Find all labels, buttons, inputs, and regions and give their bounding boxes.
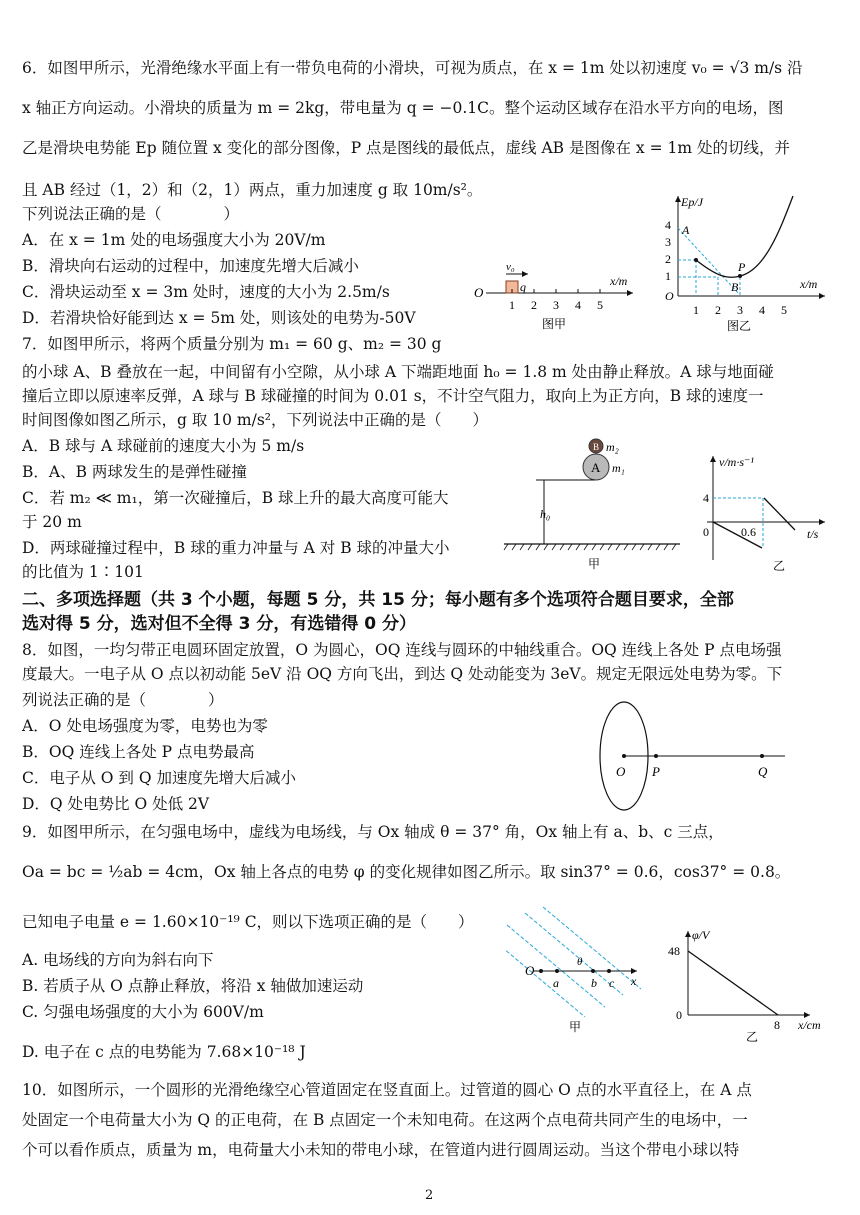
q6-figure-yi	[655, 190, 830, 340]
q7-jia-m1: m₁	[612, 461, 625, 475]
q9-jia-point-a-dot	[555, 969, 559, 973]
q6-yi-caption: 图乙	[727, 319, 752, 333]
q7-yi-t-tick: 0.6	[741, 525, 756, 539]
q7-figure-yi	[695, 450, 835, 575]
q7-stem-line-3: 撞后立即以原速率反弹，A 球与 B 球碰撞的时间为 0.01 s，不计空气阻力，取向上为正方向，B 球的速度一	[22, 387, 764, 405]
q7-yi-x-label: t/s	[807, 527, 819, 541]
q8-point-o-dot	[622, 754, 626, 758]
q6-yi-tangent-ab	[678, 228, 739, 294]
q9-jia-label-a: a	[553, 976, 559, 990]
q6-figure-jia	[470, 255, 645, 335]
q6-jia-v-label: v₀	[506, 261, 515, 273]
q9-jia-point-c-dot	[607, 969, 611, 973]
q9-option-b: B. 若质子从 O 点静止释放，将沿 x 轴做加速运动	[22, 977, 364, 995]
q9-yi-y-label: φ/V	[692, 928, 710, 942]
q6-yi-point-p-dot	[738, 274, 742, 278]
q7-yi-origin: 0	[703, 525, 709, 539]
q9-figure-jia	[505, 905, 655, 1040]
q9-option-c: C. 匀强电场强度的大小为 600V/m	[22, 1003, 264, 1021]
q6-jia-tick-2: 2	[531, 298, 537, 312]
q6-jia-axis-label: x/m	[610, 274, 628, 288]
q7-jia-ball-a-label: A	[591, 460, 601, 475]
q6-jia-origin: O	[474, 285, 484, 300]
q10-stem-line-2: 处固定一个电荷量大小为 Q 的正电荷，在 B 点固定一个未知电荷。在这两个点电荷共同产生的电场中，一	[22, 1111, 748, 1129]
q8-label-o: O	[616, 764, 626, 779]
q10-stem-line-1: 10．如图所示，一个圆形的光滑绝缘空心管道固定在竖直面上。过管道的圆心 O 点的水平直径上，在 A 点	[22, 1081, 752, 1099]
q7-option-a: A．B 球与 A 球碰前的速度大小为 5 m/s	[22, 437, 305, 455]
q9-jia-label-theta: θ	[577, 956, 583, 968]
q6-yi-xtick-5: 5	[781, 303, 787, 317]
q7-stem-line-1: 7．如图甲所示，将两个质量分别为 m₁ = 60 g、m₂ = 30 g	[22, 335, 442, 353]
q7-stem-line-2: 的小球 A、B 叠放在一起，中间留有小空隙，从小球 A 下端距地面 h₀ = 1.8 m 处由静止释放。A 球与地面碰	[22, 363, 774, 381]
q6-jia-tick-1: 1	[509, 298, 515, 312]
q6-stem-line-2: x 轴正方向运动。小滑块的质量为 m = 2kg，带电量为 q = −0.1C。整个运动区域存在沿水平方向的电场，图	[22, 99, 784, 117]
q6-yi-point-b: B	[731, 280, 739, 294]
q7-stem-line-4: 时间图像如图乙所示，g 取 10 m/s²，下列说法中正确的是（ ）	[22, 411, 489, 429]
q9-figure-yi	[660, 925, 835, 1045]
q6-yi-x-ticks	[693, 303, 787, 317]
q9-yi-x-tick: 8	[774, 1018, 780, 1032]
section2-heading-line-1: 二、多项选择题（共 3 个小题，每题 5 分，共 15 分；每小题有多个选项符合题目要求，全部	[22, 590, 734, 610]
q9-yi-y-tick: 48	[668, 944, 680, 958]
q9-jia-label-x: x	[631, 974, 637, 988]
q7-jia-m2: m₂	[606, 440, 619, 454]
q8-option-a: A．O 处电场强度为零，电势也为零	[22, 717, 268, 735]
q9-option-a: A. 电场线的方向为斜右向下	[22, 951, 214, 969]
q6-jia-caption: 图甲	[542, 317, 567, 331]
q9-jia-caption: 甲	[569, 1020, 582, 1034]
q6-yi-xtick-1: 1	[693, 303, 699, 317]
q7-jia-h0: h₀	[540, 507, 551, 521]
q9-jia-point-o-dot	[539, 969, 543, 973]
q6-yi-ytick-3: 3	[665, 235, 671, 249]
q6-yi-point-tangent	[694, 258, 698, 262]
q6-jia-tick-3: 3	[553, 298, 559, 312]
q7-jia-ball-b-label: B	[593, 442, 600, 452]
q8-point-q-dot	[760, 754, 764, 758]
q7-option-b: B．A、B 两球发生的是弹性碰撞	[22, 463, 247, 481]
q6-stem-line-4: 且 AB 经过（1，2）和（2，1）两点，重力加速度 g 取 10m/s²。	[22, 181, 483, 199]
q9-jia-label-o: O	[525, 963, 535, 978]
q6-yi-x-label: x/m	[800, 277, 818, 291]
q7-option-c: C．若 m₂ ≪ m₁，第一次碰撞后，B 球上升的最大高度可能大	[22, 489, 449, 507]
q6-yi-point-a: A	[682, 223, 690, 237]
q6-stem-line-1: 6．如图甲所示，光滑绝缘水平面上有一带负电荷的小滑块，可视为质点，在 x = 1m 处以初速度 v₀ = √3 m/s 沿	[22, 59, 803, 77]
q7-jia-ground-hatch	[504, 544, 676, 550]
q6-yi-xtick-4: 4	[759, 303, 765, 317]
q9-jia-label-c: c	[609, 976, 615, 990]
q6-yi-ytick-1: 1	[665, 269, 671, 283]
q7-jia-caption: 甲	[588, 557, 601, 571]
q6-stem-line-3: 乙是滑块电势能 Ep 随位置 x 变化的部分图像，P 点是图线的最低点，虚线 AB 是图像在 x = 1m 处的切线，并	[22, 139, 790, 157]
q7-option-c-cont: 于 20 m	[22, 513, 82, 531]
q10-stem-line-3: 个可以看作质点，质量为 m，电荷量大小未知的带电小球，在管道内进行圆周运动。当这个带电小球以特	[22, 1141, 740, 1159]
q6-option-d: D．若滑块恰好能到达 x = 5m 处，则该处的电势为-50V	[22, 309, 416, 327]
q7-yi-v-tick: 4	[703, 491, 709, 505]
q7-option-d-cont: 的比值为 1∶101	[22, 563, 144, 581]
q9-stem-line-2: Oa = bc = ½ab = 4cm，Ox 轴上各点的电势 φ 的变化规律如图乙所示。取 sin37° = 0.6，cos37° = 0.8。	[22, 863, 791, 881]
q9-yi-caption: 乙	[746, 1030, 759, 1044]
q8-point-p-dot	[654, 754, 658, 758]
q7-yi-caption: 乙	[773, 559, 786, 573]
q6-jia-tick-4: 4	[575, 298, 581, 312]
q7-figure-jia	[500, 436, 685, 576]
q6-yi-origin: O	[665, 289, 674, 303]
q6-yi-y-ticks	[665, 218, 671, 283]
q7-yi-segment-rise	[764, 498, 795, 530]
q8-option-d: D．Q 处电势比 O 处低 2V	[22, 795, 210, 813]
q9-yi-phi-line	[688, 951, 778, 1015]
q6-option-a: A．在 x = 1m 处的电场强度大小为 20V/m	[22, 231, 326, 249]
q8-figure	[590, 698, 790, 818]
q6-yi-ytick-4: 4	[665, 218, 671, 232]
q9-yi-origin: 0	[676, 1008, 682, 1022]
q9-yi-x-label: x/cm	[798, 1018, 821, 1032]
q6-yi-xtick-3: 3	[737, 303, 743, 317]
q9-option-d: D. 电子在 c 点的电势能为 7.68×10⁻¹⁸ J	[22, 1043, 306, 1061]
q6-yi-point-p: P	[738, 260, 746, 274]
q8-stem-line-2: 度最大。一电子从 O 点以初动能 5eV 沿 OQ 方向飞出，到达 Q 处动能变为 3eV。规定无限远处电势为零。下	[22, 665, 783, 683]
section2-heading-line-2: 选对得 5 分，选对但不全得 3 分，有选错得 0 分）	[22, 614, 416, 634]
page-number: 2	[425, 1188, 434, 1203]
q8-option-b: B．OQ 连线上各处 P 点电势最高	[22, 743, 255, 761]
q8-label-q: Q	[758, 764, 768, 779]
q6-jia-q-label: q	[520, 280, 526, 294]
q8-option-c: C．电子从 O 到 Q 加速度先增大后减小	[22, 769, 296, 787]
q8-stem-line-1: 8．如图，一均匀带正电圆环固定放置，O 为圆心，OQ 连线与圆环的中轴线重合。OQ 连线上各处 P 点电场强	[22, 641, 782, 659]
q6-yi-ytick-2: 2	[665, 252, 671, 266]
q6-option-c: C．滑块运动至 x = 3m 处时，速度的大小为 2.5m/s	[22, 283, 390, 301]
q8-stem-line-3: 列说法正确的是（ ）	[22, 691, 224, 709]
q6-yi-y-label: Ep/J	[681, 195, 703, 209]
q9-stem-line-3: 已知电子电量 e = 1.60×10⁻¹⁹ C，则以下选项正确的是（ ）	[22, 913, 474, 931]
q6-option-b: B．滑块向右运动的过程中，加速度先增大后减小	[22, 257, 359, 275]
q6-yi-xtick-2: 2	[715, 303, 721, 317]
q9-jia-label-b: b	[591, 976, 597, 990]
q7-option-d: D．两球碰撞过程中，B 球的重力冲量与 A 对 B 球的冲量大小	[22, 539, 450, 557]
q7-yi-y-label: v/m·s⁻¹	[719, 455, 754, 469]
q9-jia-field-lines	[505, 907, 641, 1017]
q9-jia-point-b-dot	[591, 969, 595, 973]
q6-stem-line-5: 下列说法正确的是（ ）	[22, 205, 240, 223]
q8-label-p: P	[652, 764, 660, 779]
q6-jia-tick-5: 5	[597, 298, 603, 312]
q9-stem-line-1: 9．如图甲所示，在匀强电场中，虚线为电场线，与 Ox 轴成 θ = 37° 角，Ox 轴上有 a、b、c 三点，	[22, 823, 724, 841]
